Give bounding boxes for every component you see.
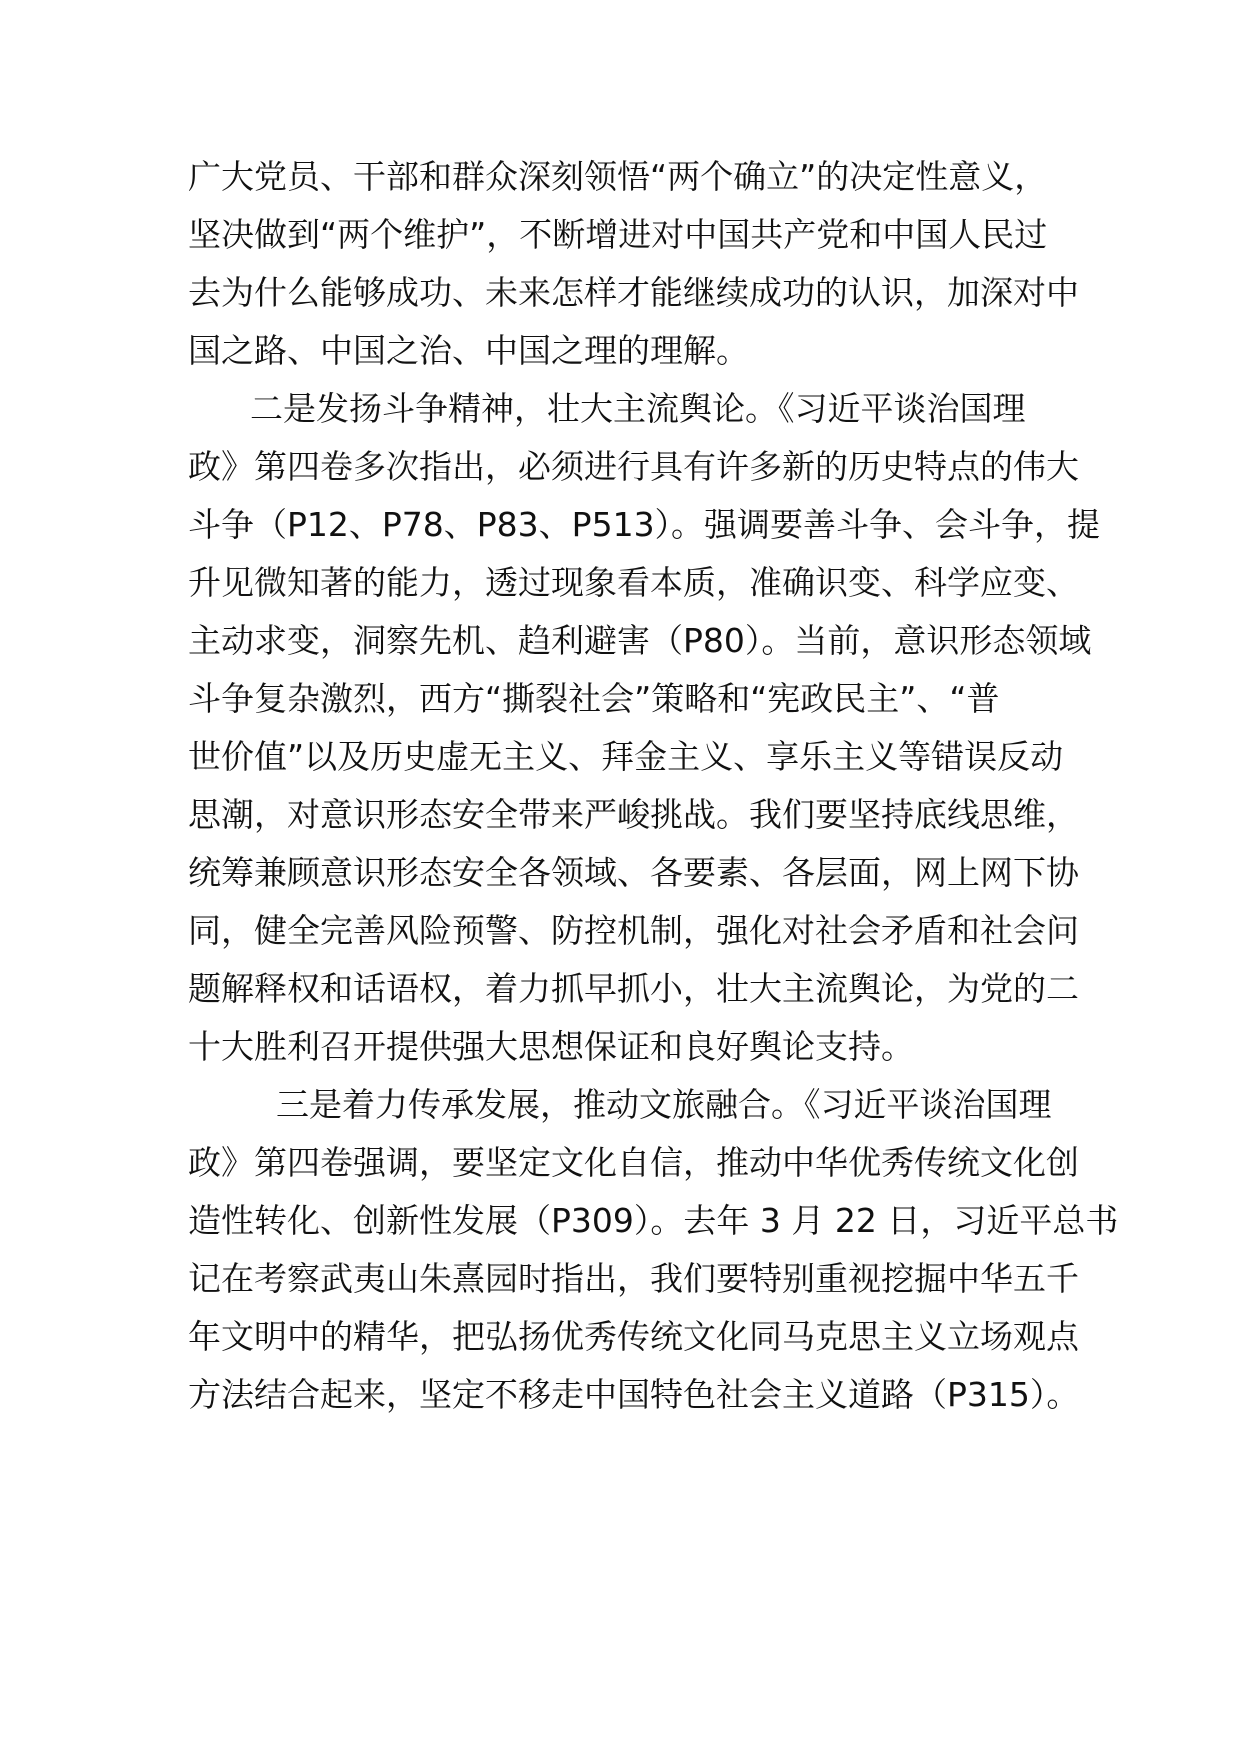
paragraph-2-line-7: 世价值”以及历史虚无主义、拜金主义、享乐主义等错误反动 [188,737,1064,776]
paragraph-2-line-10: 同，健全完善风险预警、防控机制，强化对社会矛盾和社会问 [188,911,1079,950]
paragraph-2-line-8: 思潮，对意识形态安全带来严峻挑战。我们要坚持底线思维， [188,795,1079,834]
paragraph-3-line-1: 三是着力传承发展，推动文旅融合。《习近平谈治国理 [276,1085,1052,1124]
paragraph-3-line-2: 政》第四卷强调，要坚定文化自信，推动中华优秀传统文化创 [188,1143,1079,1182]
paragraph-2-line-3: 斗争（P12、P78、P83、P513）。强调要善斗争、会斗争，提 [188,505,1101,544]
paragraph-2-line-9: 统筹兼顾意识形态安全各领域、各要素、各层面，网上网下协 [188,853,1079,892]
paragraph-2-line-12: 十大胜利召开提供强大思想保证和良好舆论支持。 [188,1027,914,1066]
paragraph-1-line-3: 去为什么能够成功、未来怎样才能继续成功的认识，加深对中 [188,273,1079,312]
paragraph-3-line-5: 年文明中的精华，把弘扬优秀传统文化同马克思主义立场观点 [188,1317,1079,1356]
paragraph-1-line-1: 广大党员、干部和群众深刻领悟“两个确立”的决定性意义， [188,157,1048,196]
paragraph-1-line-2: 坚决做到“两个维护”，不断增进对中国共产党和中国人民过 [188,215,1048,254]
paragraph-2-line-2: 政》第四卷多次指出，必须进行具有许多新的历史特点的伟大 [188,447,1079,486]
paragraph-3-line-6: 方法结合起来，坚定不移走中国特色社会主义道路（P315）。 [188,1375,1080,1414]
paragraph-2-line-11: 题解释权和话语权，着力抓早抓小，壮大主流舆论，为党的二 [188,969,1079,1008]
paragraph-2-line-1: 二是发扬斗争精神，壮大主流舆论。《习近平谈治国理 [250,389,1026,428]
paragraph-3-line-3: 造性转化、创新性发展（P309）。去年 3 月 22 日，习近平总书 [188,1201,1119,1240]
paragraph-2-line-6: 斗争复杂激烈，西方“撕裂社会”策略和“宪政民主”、“普 [188,679,1000,718]
paragraph-3-line-4: 记在考察武夷山朱熹园时指出，我们要特别重视挖掘中华五千 [188,1259,1079,1298]
paragraph-2-line-4: 升见微知著的能力，透过现象看本质，准确识变、科学应变、 [188,563,1079,602]
paragraph-2-line-5: 主动求变，洞察先机、趋利避害（P80）。当前，意识形态领域 [188,621,1092,660]
paragraph-1-line-4: 国之路、中国之治、中国之理的理解。 [188,331,749,370]
